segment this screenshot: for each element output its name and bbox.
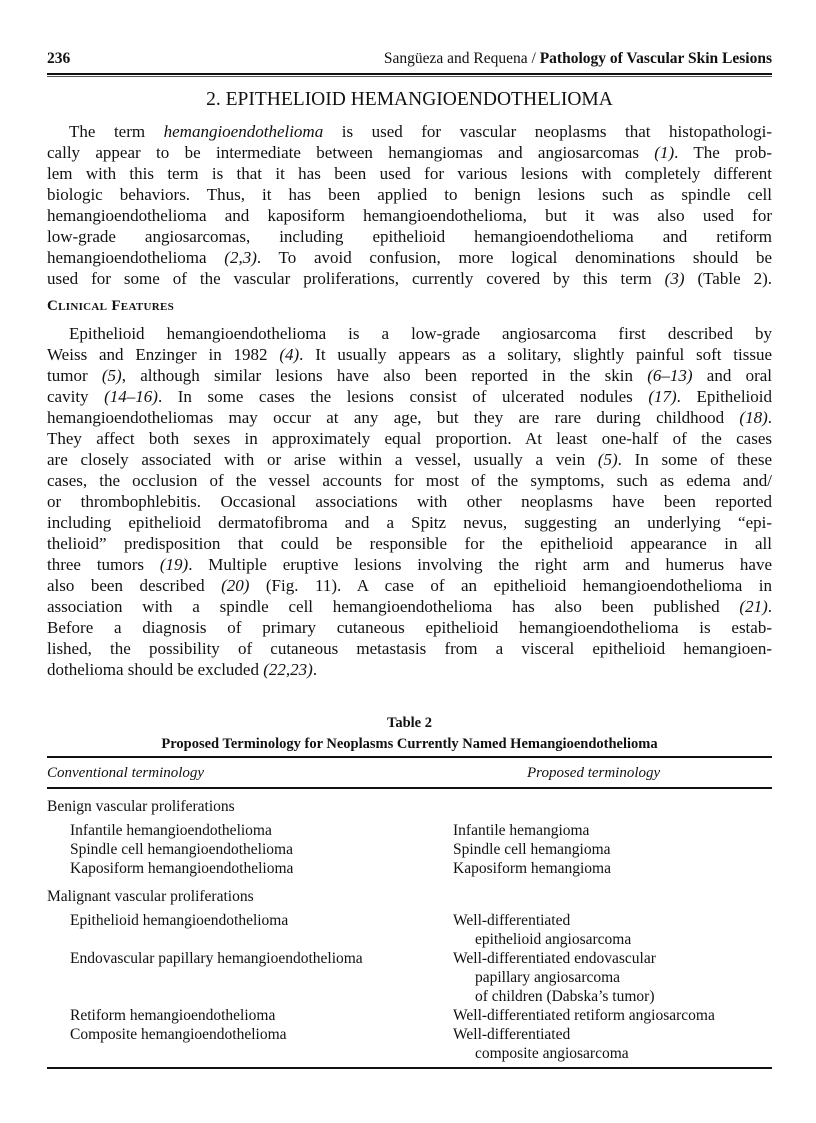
text-run: lished, the possibility of cutaneous metastasis from a visceral epithelioid hemangioen- <box>47 639 772 658</box>
text-line <box>47 268 772 289</box>
text-run: is used for vascular neoplasms that histopathologi- <box>323 122 772 141</box>
text-line <box>47 226 772 247</box>
citation: (14–16) <box>104 387 158 406</box>
text-line <box>47 184 772 205</box>
text-line <box>47 512 772 533</box>
citation: (20) <box>221 576 250 595</box>
conventional-term: Endovascular papillary hemangioendothelioma <box>70 950 363 967</box>
text-run: The term <box>69 122 164 141</box>
proposed-term-line: Well-differentiated retiform angiosarcoma <box>453 1007 715 1024</box>
table-header-rule <box>47 787 772 789</box>
text-line <box>47 596 772 617</box>
proposed-term <box>453 1025 629 1063</box>
text-run: Weiss and Enzinger in 1982 <box>47 345 280 364</box>
text-run: Before a diagnosis of primary cutaneous epithelioid hemangioendothelioma is estab- <box>47 618 772 637</box>
text-run: . In some of these <box>617 450 772 469</box>
conventional-term: Spindle cell hemangioendothelioma <box>70 841 293 858</box>
conventional-term: Retiform hemangioendothelioma <box>70 1007 276 1024</box>
section-title: 2. EPITHELIOID HEMANGIOENDOTHELIOMA <box>206 89 613 110</box>
proposed-term-line: composite angiosarcoma <box>475 1045 629 1062</box>
text-run: biologic behaviors. Thus, it has been applied to benign lesions such as spindle cell <box>47 185 772 204</box>
text-line <box>47 575 772 596</box>
text-run: . Multiple eruptive lesions involving the right arm and humerus have <box>188 555 772 574</box>
authors: Sangüeza and Requena / <box>383 50 540 67</box>
text-run: hemangioendothelioma and kaposiform hemangioendothelioma, but it was also used for <box>47 206 772 225</box>
proposed-term-line: Well-differentiated endovascular <box>453 950 656 967</box>
text-line <box>47 659 772 680</box>
citation: (3) <box>664 269 685 288</box>
citation: (5) <box>101 366 122 385</box>
text-run: Epithelioid hemangioendothelioma is a low-grade angiosarcoma first described by <box>69 324 772 343</box>
text-run: cally appear to be intermediate between hemangiomas and angiosarcomas <box>47 143 655 162</box>
citation: (2,3) <box>224 248 257 267</box>
text-line <box>47 121 772 142</box>
text-run: (Fig. 11). A case of an epithelioid hemangioendothelioma in <box>249 576 772 595</box>
citation: (18) <box>739 408 768 427</box>
text-run: or thrombophlebitis. Occasional associations with other neoplasms have been reported <box>47 492 772 511</box>
header-rule-thin <box>47 76 772 77</box>
citation: (6–13) <box>647 366 693 385</box>
running-title <box>384 50 772 68</box>
paragraph-intro <box>47 121 772 289</box>
citation: (21) <box>739 597 768 616</box>
proposed-term-line: papillary angiosarcoma <box>475 969 621 986</box>
paragraph-clinical-features <box>47 323 772 680</box>
text-run: used for some of the vascular proliferations, currently covered by this term <box>47 269 665 288</box>
text-run: . In some cases the lesions consist of ulcerated nodules <box>157 387 649 406</box>
table-caption <box>47 713 772 755</box>
text-run: thelioid” predisposition that could be responsible for the epithelioid appearance in all <box>47 534 772 553</box>
subsection-heading: Clinical Features <box>47 298 175 314</box>
text-run: (Table 2). <box>684 269 772 288</box>
col-header-proposed: Proposed terminology <box>527 765 661 781</box>
text-run: and oral <box>692 366 772 385</box>
proposed-term <box>453 821 589 840</box>
text-run: are closely associated with or arise within a vessel, usually a vein <box>47 450 598 469</box>
text-line <box>47 344 772 365</box>
citation: (19) <box>159 555 189 574</box>
text-line <box>47 142 772 163</box>
text-line <box>47 365 772 386</box>
text-run: . <box>767 408 772 427</box>
text-run: dothelioma should be excluded <box>47 660 264 679</box>
table-bottom-rule <box>47 1067 772 1069</box>
text-line <box>47 491 772 512</box>
proposed-term-line: Well-differentiated <box>453 1026 571 1043</box>
text-run: . <box>767 597 772 616</box>
text-line <box>47 407 772 428</box>
citation: hemangioendothelioma <box>163 122 324 141</box>
text-line <box>47 617 772 638</box>
text-line <box>47 554 772 575</box>
page-number: 236 <box>47 50 71 67</box>
proposed-term <box>453 949 656 1006</box>
table-title: Proposed Terminology for Neoplasms Currently Named Hemangioendothelioma <box>161 736 658 752</box>
text-line <box>47 323 772 344</box>
text-line <box>47 428 772 449</box>
text-line <box>47 449 772 470</box>
running-header <box>47 50 772 74</box>
proposed-term-line: Spindle cell hemangioma <box>453 841 611 858</box>
group-name: Malignant vascular proliferations <box>47 888 254 905</box>
text-run: lem with this term is that it has been used for various lesions with completely different <box>47 164 772 183</box>
book-title: Pathology of Vascular Skin Lesions <box>539 50 772 67</box>
proposed-term-line: Well-differentiated <box>453 912 571 929</box>
text-run: three tumors <box>47 555 160 574</box>
text-run: association with a spindle cell hemangioendothelioma has also been published <box>47 597 740 616</box>
citation: (1) <box>654 143 675 162</box>
citation: (4) <box>279 345 300 364</box>
proposed-term <box>453 840 611 859</box>
text-line <box>47 163 772 184</box>
conventional-term: Composite hemangioendothelioma <box>70 1026 287 1043</box>
table-label: Table 2 <box>387 715 432 731</box>
text-line <box>47 247 772 268</box>
text-run: also been described <box>47 576 222 595</box>
text-line <box>47 205 772 226</box>
proposed-term-line: Kaposiform hemangioma <box>453 860 611 877</box>
conventional-term: Epithelioid hemangioendothelioma <box>70 912 289 929</box>
table-top-rule <box>47 756 772 758</box>
col-header-conventional: Conventional terminology <box>47 765 205 781</box>
group-name: Benign vascular proliferations <box>47 798 235 815</box>
text-run: cases, the occlusion of the vessel accounts for most of the symptoms, such as edema and/ <box>47 471 772 490</box>
proposed-term-line: epithelioid angiosarcoma <box>475 931 632 948</box>
conventional-term: Infantile hemangioendothelioma <box>70 822 272 839</box>
text-run: . It usually appears as a solitary, slightly painful soft tissue <box>299 345 772 364</box>
text-run: , although similar lesions have also been reported in the skin <box>121 366 648 385</box>
text-run: . To avoid confusion, more logical denominations should be <box>256 248 772 267</box>
text-run: low-grade angiosarcomas, including epithelioid hemangioendothelioma and retiform <box>47 227 772 246</box>
proposed-term <box>453 911 631 949</box>
citation: (17) <box>648 387 677 406</box>
proposed-term <box>453 1006 715 1025</box>
text-run: They affect both sexes in approximately equal proportion. At least one-half of the cases <box>47 429 772 448</box>
proposed-term <box>453 859 611 878</box>
text-line <box>47 638 772 659</box>
citation: (5) <box>597 450 618 469</box>
text-line <box>47 533 772 554</box>
text-run: hemangioendothelioma <box>47 248 225 267</box>
text-line <box>47 386 772 407</box>
text-run: hemangioendotheliomas may occur at any age, but they are rare during childhood <box>47 408 740 427</box>
proposed-term-line: Infantile hemangioma <box>453 822 590 839</box>
text-line <box>47 470 772 491</box>
citation: (22,23) <box>263 660 313 679</box>
text-run: . <box>312 660 318 679</box>
text-run: including epithelioid dermatofibroma and a Spitz nevus, suggesting an underlying “epi- <box>47 513 772 532</box>
text-run: . Epithelioid <box>676 387 772 406</box>
header-rule <box>47 73 772 75</box>
proposed-term-line: of children (Dabska’s tumor) <box>475 988 655 1005</box>
text-run: tumor <box>47 366 102 385</box>
text-run: cavity <box>47 387 105 406</box>
conventional-term: Kaposiform hemangioendothelioma <box>70 860 294 877</box>
text-run: . The prob- <box>674 143 772 162</box>
